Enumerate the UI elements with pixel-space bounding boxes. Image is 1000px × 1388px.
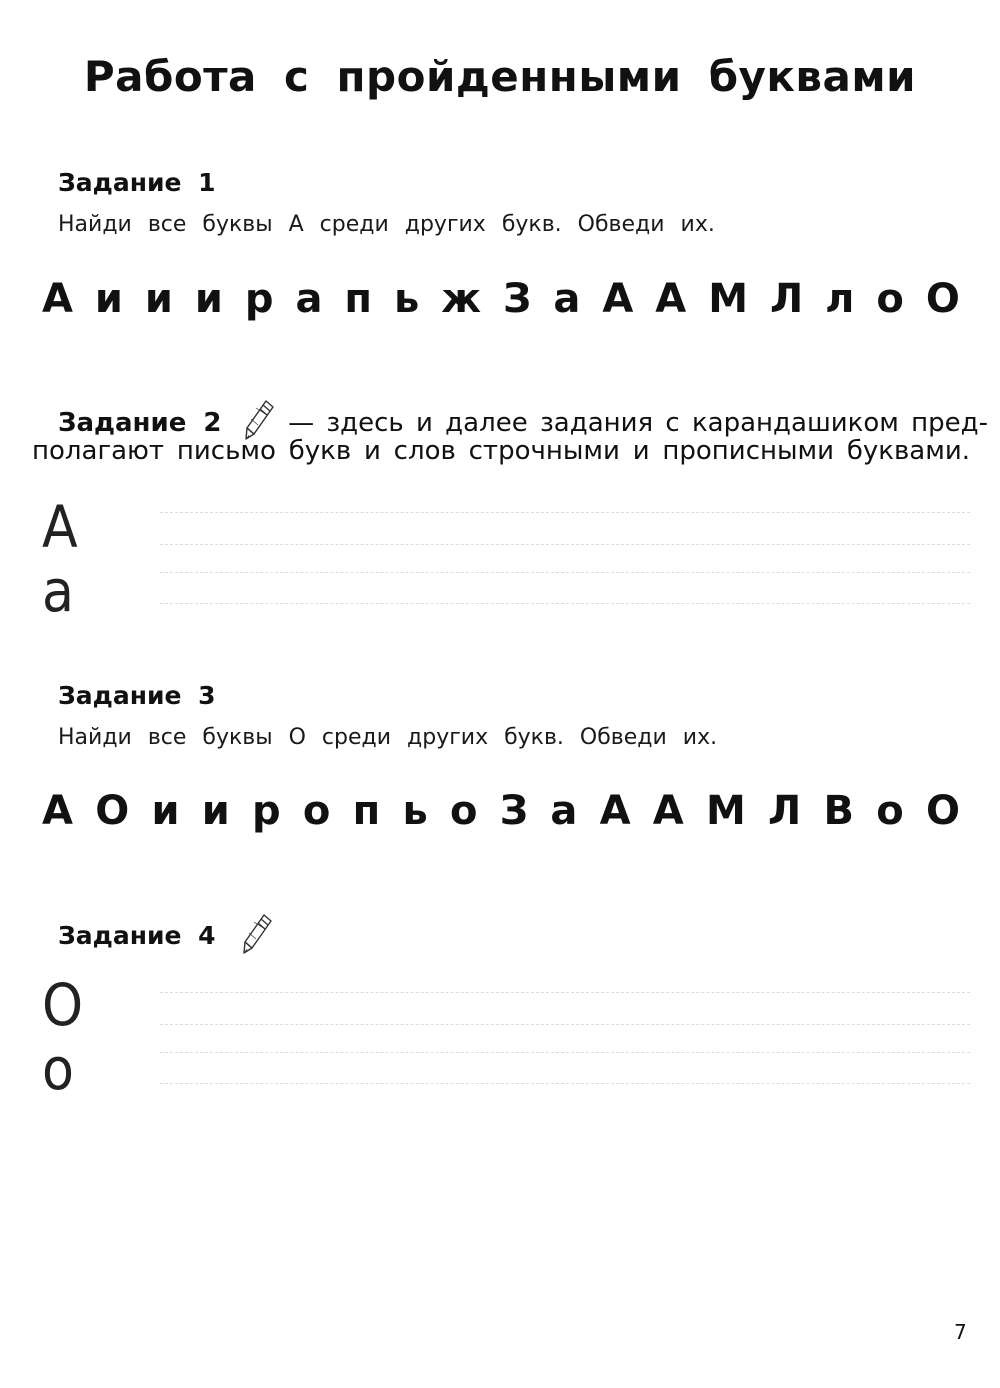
writing-guide-line[interactable]	[160, 572, 970, 573]
task1-letter[interactable]: А	[602, 276, 634, 322]
task1-letter[interactable]: Л	[769, 276, 804, 322]
task3-letter[interactable]: и	[201, 788, 230, 834]
writing-guide-line[interactable]	[160, 1052, 970, 1053]
task3-letter[interactable]: О	[95, 788, 130, 834]
task3-letter[interactable]: а	[550, 788, 578, 834]
task2-intro-line2: полагают письмо букв и слов строчными и прописными буквами.	[32, 436, 970, 466]
task1-letter[interactable]: М	[708, 276, 749, 322]
task3-letter-row	[42, 788, 960, 834]
task4-sample-lower: о	[42, 1035, 74, 1103]
task3-letter[interactable]: о	[449, 788, 478, 834]
task3-letter[interactable]: З	[499, 788, 529, 834]
task3-letter[interactable]: о	[302, 788, 331, 834]
task2-heading: Задание 2	[58, 408, 222, 438]
writing-guide-line[interactable]	[160, 992, 970, 993]
task1-heading: Задание 1	[58, 168, 216, 197]
task1-letter[interactable]: а	[295, 276, 323, 322]
task3-letter[interactable]: п	[352, 788, 381, 834]
task1-letter[interactable]: р	[244, 276, 274, 322]
writing-guide-line[interactable]	[160, 1083, 970, 1084]
task3-letter[interactable]: М	[706, 788, 746, 834]
task1-letter[interactable]: ь	[394, 276, 420, 322]
task1-letter[interactable]: О	[925, 276, 960, 322]
task3-letter[interactable]: о	[876, 788, 904, 834]
task1-letter[interactable]: л	[825, 276, 855, 322]
task3-instruction: Найди все буквы О среди других букв. Обведи их.	[58, 725, 718, 750]
task1-letter[interactable]: о	[876, 276, 904, 322]
page-title: Работа с пройденными буквами	[83, 52, 917, 101]
task2-sample-upper: А	[42, 493, 78, 561]
task1-letter[interactable]: ж	[441, 276, 482, 322]
task3-letter[interactable]: А	[652, 788, 684, 834]
task1-letter[interactable]: а	[553, 276, 581, 322]
task2-sample-lower: а	[42, 557, 74, 625]
task1-letter[interactable]: З	[503, 276, 532, 322]
task1-letter[interactable]: п	[344, 276, 373, 322]
task3-heading: Задание 3	[58, 681, 216, 710]
task3-letter[interactable]: А	[42, 788, 73, 834]
task1-letter-row	[42, 276, 960, 322]
pencil-icon	[240, 912, 274, 962]
task1-letter[interactable]: и	[94, 276, 123, 322]
task1-letter[interactable]: и	[194, 276, 223, 322]
task1-letter[interactable]: А	[42, 276, 73, 322]
task1-instruction: Найди все буквы А среди других букв. Обведи их.	[58, 212, 715, 237]
task4-sample-upper: О	[42, 971, 84, 1039]
task3-letter[interactable]: р	[251, 788, 281, 834]
task4-heading-row	[58, 912, 274, 962]
writing-guide-line[interactable]	[160, 544, 970, 545]
page-number: 7	[954, 1320, 967, 1344]
task1-letter[interactable]: А	[655, 276, 687, 322]
task3-letter[interactable]: Л	[768, 788, 802, 834]
task3-letter[interactable]: А	[599, 788, 631, 834]
task1-letter[interactable]: и	[144, 276, 173, 322]
task3-letter[interactable]: ь	[402, 788, 428, 834]
writing-guide-line[interactable]	[160, 1024, 970, 1025]
task2-note: — здесь и далее задания с карандашиком пред-	[288, 408, 988, 438]
writing-guide-line[interactable]	[160, 512, 970, 513]
task3-letter[interactable]: О	[925, 788, 960, 834]
task3-letter[interactable]: и	[151, 788, 180, 834]
task3-letter[interactable]: В	[823, 788, 855, 834]
task4-heading: Задание 4	[58, 921, 216, 950]
writing-guide-line[interactable]	[160, 603, 970, 604]
